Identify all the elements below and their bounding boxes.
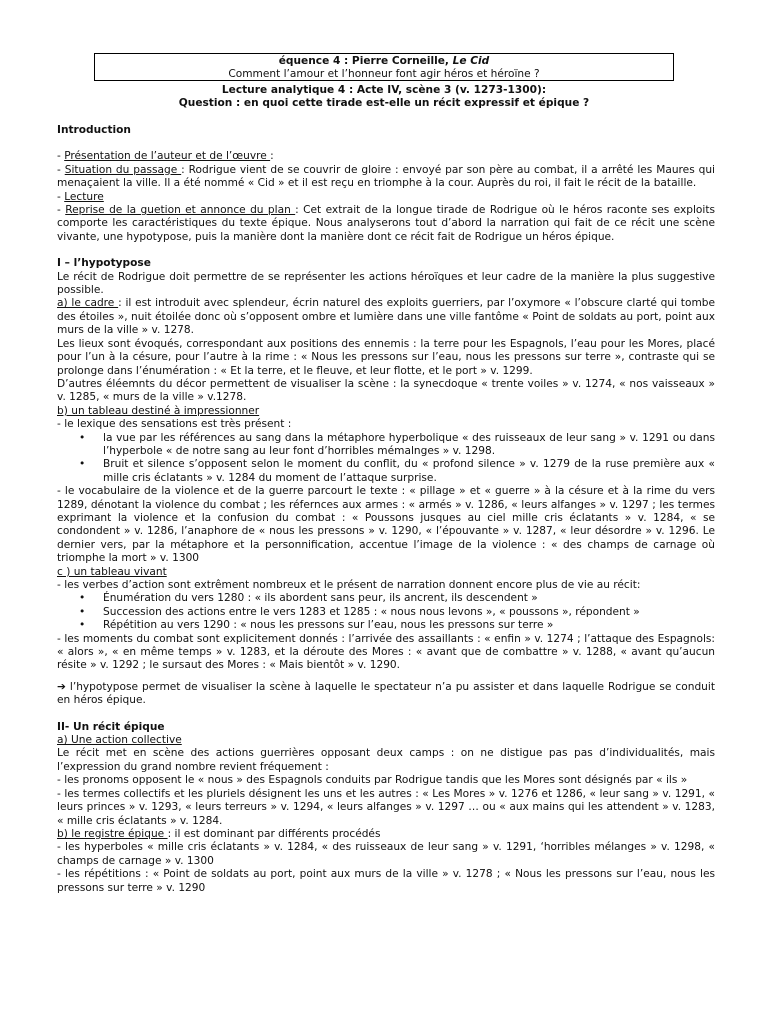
list-item: • Répétition au vers 1290 : « nous les pressons sur l’eau, nous les pressons sur terre » [103,619,715,632]
part1-b-lexique: - le lexique des sensations est très présent : [57,418,292,431]
sequence-title [95,55,673,68]
sequence-title-prefix: équence 4 : Pierre Corneille, [278,55,453,67]
lecture-title: Lecture analytique 4 : Acte IV, scène 3 (v. 1273-1300): [221,84,547,96]
part1-c-heading: c ) un tableau vivant [57,565,167,578]
part1-a-decor: D’autres éléemnts du décor permettent de visualiser la scène : la synecdoque « trente voiles » v. 1274, « nos vaisseaux » v. 1285, « murs de la ville » v.1278. [57,377,715,404]
lecture-header [94,84,674,110]
part2-b-heading: b) le registre épique : il est dominant par différents procédés [57,827,381,840]
title-box [94,53,674,81]
part1-intro: Le récit de Rodrigue doit permettre de se représenter les actions héroïques et leur cadre de la manière la plus suggestive possible. [57,270,715,297]
part2-a-pronoms: - les pronoms opposent le « nous » des Espagnols conduits par Rodrigue tandis que les Mores sont désignés par « ils » [57,774,688,787]
intro-item-lecture: - Lecture [57,190,104,203]
part1-b-violence: - le vocabulaire de la violence et de la guerre parcourt le texte : « pillage » et « guerre » à la césure et à la rime du vers 1289, dénotant la violence du combat ; les réfernces aux armes : « armés » v. 1286, « leurs alfanges » v. 1297 ; les termes exprimant la violence et la confusion du combat : « Poussons jusques au ciel mille cris éclatants » v. 1284, « se condondent » v. 1286, l’anaphore de « nous les pressons » v. 1290, « l’épouvante » v. 1287, « leur désordre » v. 1296. Le dernier vers, par la métaphore et la personnification, accentue l’image de la violence : « des champs de carnage où triomphe la mort » v. 1300 [57,485,715,565]
part2-a-heading: a) Une action collective [57,734,182,747]
list-item: • Succession des actions entre le vers 1283 et 1285 : « nous nous levons », « poussons », répondent » [103,606,715,619]
document-body [57,124,715,895]
intro-item-author: - Présentation de l’auteur et de l’œuvre : [57,150,274,163]
part1-heading: I – l’hypotypose [57,257,151,270]
lecture-question: Question : en quoi cette tirade est-elle un récit expressif et épique ? [178,97,590,109]
part1-c-moments: - les moments du combat sont explicitement donnés : l’arrivée des assaillants : « enfin » v. 1274 ; l’attaque des Espagnols: « alors », « en même temps » v. 1283, et la déroute des Mores : « avant que de combattre » v. 1288, « avant qu’aucun résite » v. 1292 ; le sursaut des Mores : « Mais bientôt » v. 1290. [57,632,715,672]
list-item: • la vue par les références au sang dans la métaphore hyperbolique « des ruisseaux de leur sang » v. 1291 ou dans l’hyperbole « de notre sang au leur font d’horribles mémalnges » v. 1298. [103,432,715,459]
part2-a-collectifs: - les termes collectifs et les pluriels désignent les uns et les autres : « Les Mores » v. 1276 et 1286, « leur sang » v. 1291, « leurs princes » v. 1293, « leurs terreurs » v. 1294, « leurs alfanges » v. 1297 … ou « aux mains qui les attendent » v. 1283, « mille cris éclatants » v. 1284. [57,787,715,827]
work-title: Le Cid [452,55,490,67]
intro-item-plan: - Reprise de la guetion et annonce du plan : Cet extrait de la longue tirade de Rodrigue où le héros raconte ses exploits comporte les caractéristiques du texte épique. Nous analyserons tout d’abord la narration qui fait de ce récit une scène vivante, une hypotypose, puis la manière dont la manière dont ce récit fait de Rodrigue un héros épique. [57,204,715,243]
intro-heading: Introduction [57,124,131,136]
arrow-icon: ➔ [57,680,66,693]
part2-b-repetitions: - les répétitions : « Point de soldats au port, point aux murs de la ville » v. 1278 ; « Nous les pressons sur l’eau, nous les pressons sur terre » v. 1290 [57,868,715,894]
sequence-subtitle: Comment l’amour et l’honneur font agir héros et héroïne ? [228,68,540,80]
intro-item-situation: - Situation du passage : Rodrigue vient de se couvrir de gloire : envoyé par son père au combat, il a arrêté les Maures qui menaçaient la ville. Il a été nommé « Cid » et il est reçu en triomphe à la cour. Auprès du roi, il fait le récit de la bataille. [57,163,715,190]
part1-a-places: Les lieux sont évoqués, correspondant aux positions des ennemis : la terre pour les Espagnols, l’eau pour les Mores, placé pour l’un à la césure, pour l’autre à la rime : « Nous les pressons sur l’eau, nous les pressons sur terre », contraste qui se prolonge dans l’énumération : « Et la terre, et le fleuve, et leur flotte, et le port » v. 1299. [57,337,715,377]
part1-b-heading: b) un tableau destiné à impressionner [57,404,260,417]
part2-a-intro: Le récit met en scène des actions guerrières opposant deux camps : on ne distigue pas pas d’individualités, mais l’expression du grand nombre revient fréquement : [57,747,715,773]
part1-b-bullets [57,432,715,486]
part1-c-bullets [57,592,715,632]
part2-b-hyperboles: - les hyperboles « mille cris éclatants » v. 1284, « des ruisseaux de leur sang » v. 1291, ‘horribles mélanges » v. 1298, « champs de carnage » v. 1300 [57,841,715,867]
part2-heading: II- Un récit épique [57,720,165,733]
part1-a-paragraph: a) le cadre : il est introduit avec splendeur, écrin naturel des exploits guerriers, par l’oxymore « l’obscure clarté qui tombe des étoiles », nuit étoilée donc où s’opposent ombre et lumière dans une ville fantôme « Point de soldats au port, point aux murs de la ville » v. 1278. [57,297,716,337]
list-item: • Énumération du vers 1280 : « ils abordent sans peur, ils ancrent, ils descendent » [103,592,715,605]
part1-conclusion: ➔ l’hypotypose permet de visualiser la scène à laquelle le spectateur n’a pu assister et dans laquelle Rodrigue se conduit en héros épique. [57,680,715,707]
part1-c-verbes: - les verbes d’action sont extrêment nombreux et le présent de narration donnent encore plus de vie au récit: [57,579,641,591]
list-item: • Bruit et silence s’opposent selon le moment du conflit, du « profond silence » v. 1279 de la ruse première aux « mille cris éclatants » v. 1284 du moment de l’attaque surprise. [103,458,715,485]
